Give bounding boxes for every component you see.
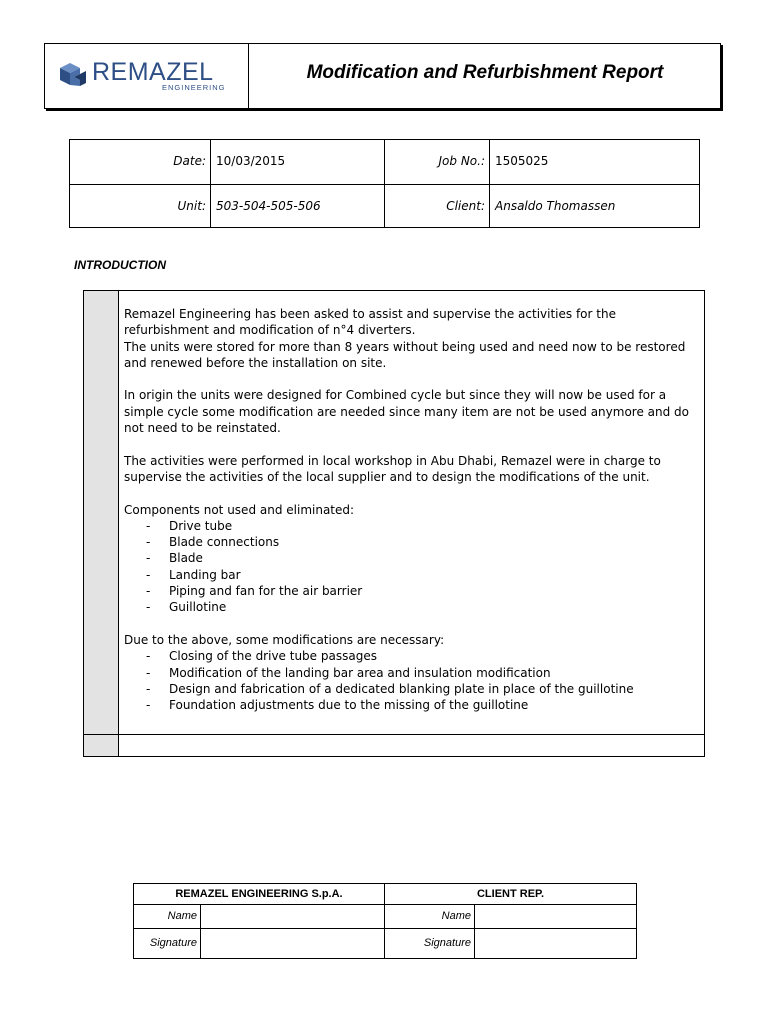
list-item: - Blade connections <box>146 535 280 550</box>
job-number-label: Job No.: <box>438 154 485 168</box>
intro-paragraph: The activities were performed in local workshop in Abu Dhabi, Remazel were in charge to supervise the activities of the local supplier and to design the modifications of the unit. <box>124 453 661 484</box>
company-signature-header: REMAZEL ENGINEERING S.p.A. <box>175 888 343 900</box>
company-name-field[interactable] <box>201 905 383 928</box>
list-item: - Design and fabrication of a dedicated blanking plate in place of the guillotine <box>146 681 634 696</box>
client-name-field[interactable] <box>475 905 636 928</box>
company-signature-field[interactable] <box>201 929 383 958</box>
box-divider <box>83 734 705 735</box>
list-item: - Landing bar <box>146 567 241 582</box>
header-divider <box>248 43 249 109</box>
components-title: Components not used and eliminated: <box>124 502 355 517</box>
list-item: - Closing of the drive tube passages <box>146 649 377 664</box>
hatched-margin <box>84 291 119 756</box>
intro-paragraph: In origin the units were designed for Combined cycle but since they will now be used for a simple cycle some modification are needed since many item are not be used anymore and do not need to be reinstated. <box>124 388 690 436</box>
date-label: Date: <box>173 154 206 168</box>
company-logo <box>56 58 226 94</box>
client-signature-header: CLIENT REP. <box>476 888 545 900</box>
unit-value: 503-504-505-506 <box>216 199 321 213</box>
box-divider <box>118 290 119 757</box>
client-signature-field[interactable] <box>475 929 636 958</box>
logo-subtitle: ENGINEERING <box>162 83 226 92</box>
list-item: - Guillotine <box>146 600 227 615</box>
introduction-text <box>124 306 702 713</box>
client-signature-label: Signature <box>423 937 471 949</box>
date-value: 10/03/2015 <box>216 154 286 168</box>
list-item: - Modification of the landing bar area and insulation modification <box>146 665 551 680</box>
report-title: Modification and Refurbishment Report <box>306 62 664 83</box>
list-item: - Piping and fan for the air barrier <box>146 584 363 599</box>
company-signature-label: Signature <box>149 937 197 949</box>
modifications-title: Due to the above, some modifications are necessary: <box>124 632 445 647</box>
client-value: Ansaldo Thomassen <box>495 199 616 213</box>
logo-mark-icon <box>56 60 90 90</box>
client-name-label: Name <box>441 910 471 922</box>
logo-word: REMAZEL <box>92 58 214 86</box>
job-number-value: 1505025 <box>495 154 549 168</box>
info-divider <box>69 184 700 185</box>
client-label: Client: <box>446 199 485 213</box>
company-name-label: Name <box>167 910 197 922</box>
list-item: - Blade <box>146 551 203 566</box>
intro-paragraph: Remazel Engineering has been asked to assist and supervise the activities for the refurbishment and modification of n°4 diverters. <box>124 307 616 338</box>
unit-label: Unit: <box>177 199 206 213</box>
section-title: INTRODUCTION <box>74 258 166 272</box>
list-item: - Foundation adjustments due to the missing of the guillotine <box>146 698 529 713</box>
intro-paragraph: The units were stored for more than 8 years without being used and need now to be restored and renewed before the installation on site. <box>124 339 686 370</box>
list-item: - Drive tube <box>146 518 233 533</box>
